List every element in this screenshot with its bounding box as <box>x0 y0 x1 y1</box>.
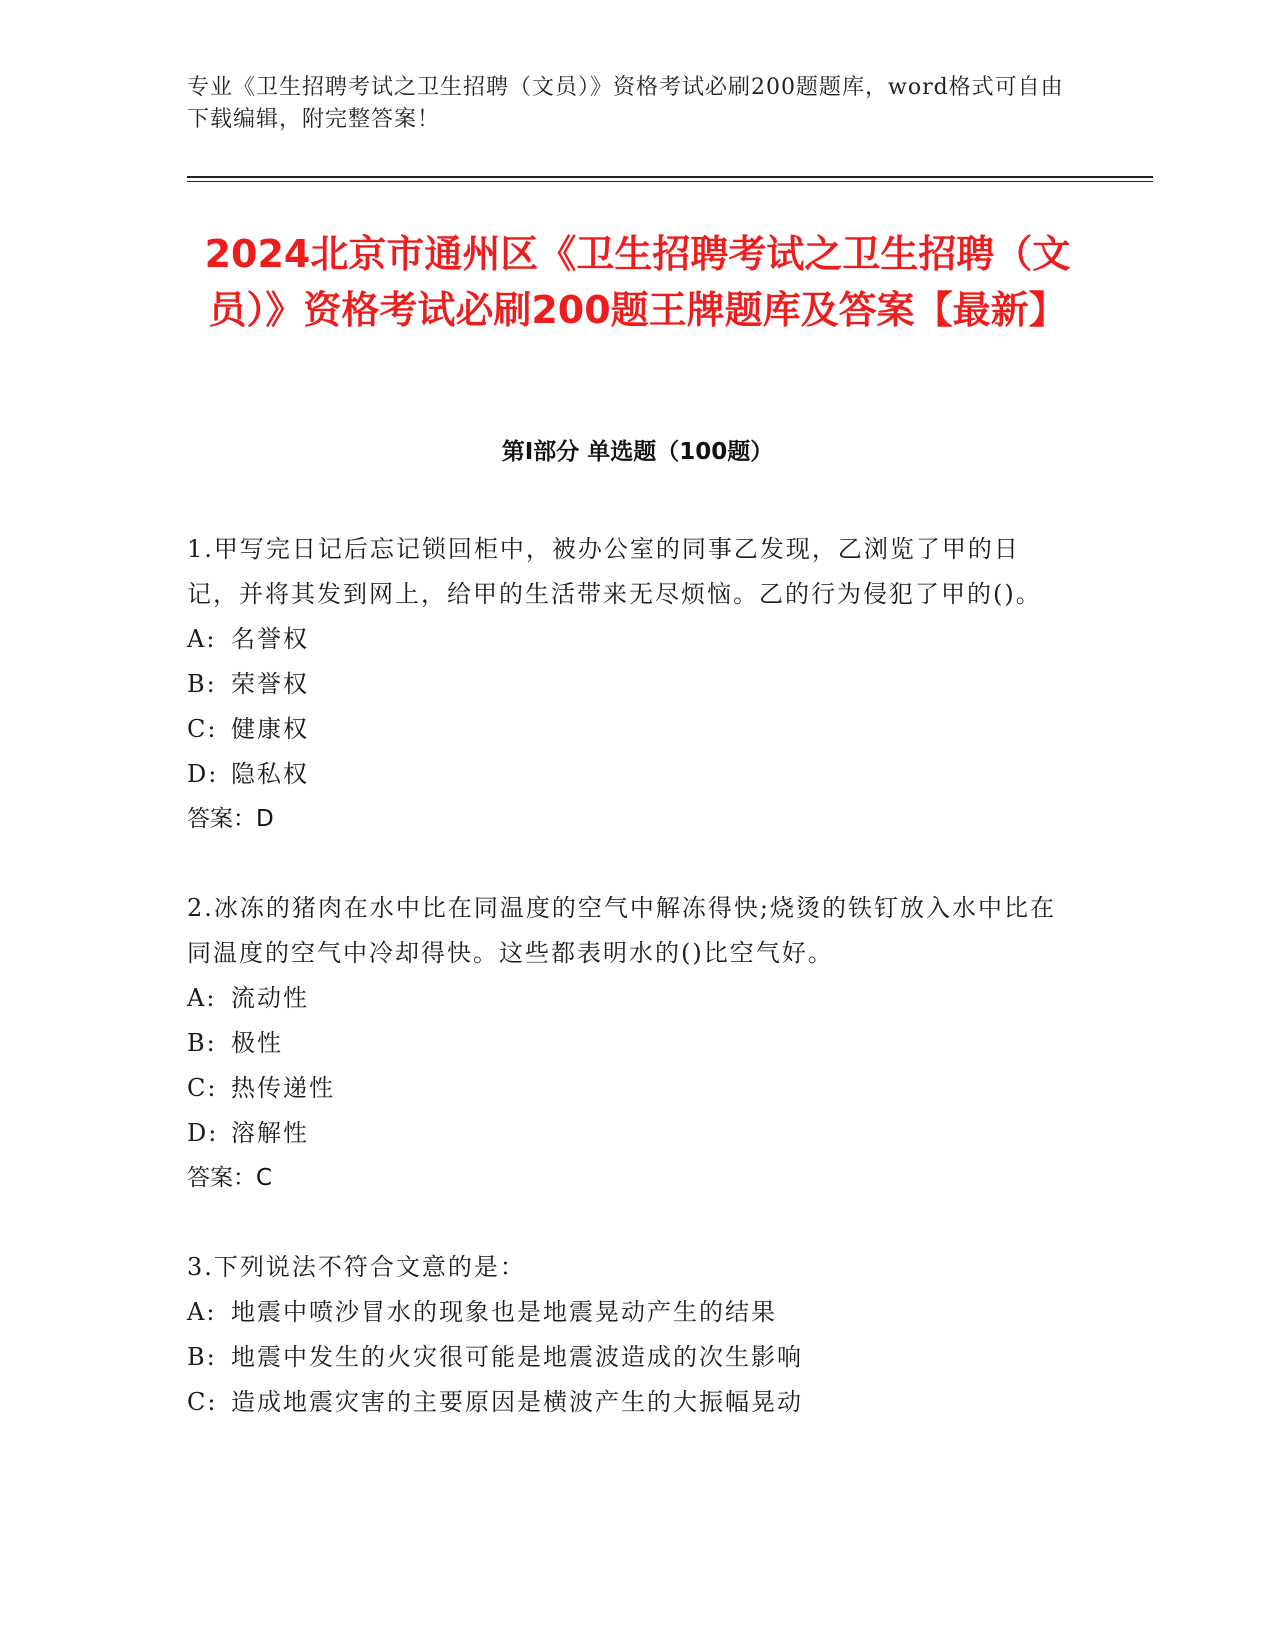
document-title: 2024北京市通州区《卫生招聘考试之卫生招聘（文员）》资格考试必刷200题王牌题库及答案【最新】 <box>204 232 1071 332</box>
section-title: 第Ⅰ部分 单选题（100题） <box>501 439 774 465</box>
option-a <box>187 1290 1067 1335</box>
option-text: 流动性 <box>231 984 309 1012</box>
answer-line: 答案：D <box>187 806 274 832</box>
option-a <box>187 617 1067 662</box>
option-letter: B: <box>187 670 217 698</box>
option-text: 地震中喷沙冒水的现象也是地震晃动产生的结果 <box>231 1298 777 1326</box>
question-stem: 2.冰冻的猪肉在水中比在同温度的空气中解冻得快;烧烫的铁钉放入水中比在同温度的空气中冷却得快。这些都表明水的()比空气好。 <box>187 894 1056 967</box>
question-stem: 1.甲写完日记后忘记锁回柜中，被办公室的同事乙发现，乙浏览了甲的日记，并将其发到网上，给甲的生活带来无尽烦恼。乙的行为侵犯了甲的()。 <box>187 535 1042 608</box>
option-text: 地震中发生的火灾很可能是地震波造成的次生影响 <box>231 1343 803 1371</box>
option-text: 造成地震灾害的主要原因是横波产生的大振幅晃动 <box>231 1388 803 1416</box>
option-d <box>187 1111 1067 1156</box>
question-2 <box>187 886 1067 1201</box>
header-rule-thin <box>187 181 1153 182</box>
option-a <box>187 976 1067 1021</box>
option-text: 荣誉权 <box>231 670 309 698</box>
option-letter: A: <box>187 984 217 1012</box>
option-text: 隐私权 <box>231 760 309 788</box>
option-text: 名誉权 <box>231 625 309 653</box>
option-b <box>187 1335 1067 1380</box>
option-text: 热传递性 <box>231 1074 335 1102</box>
option-letter: D: <box>187 1119 219 1147</box>
option-letter: D: <box>187 760 219 788</box>
option-letter: A: <box>187 1298 217 1326</box>
header-note: 专业《卫生招聘考试之卫生招聘（文员）》资格考试必刷200题题库，word格式可自由下载编辑，附完整答案！ <box>187 75 1064 132</box>
option-d <box>187 752 1067 797</box>
option-letter: C: <box>187 1074 218 1102</box>
option-letter: B: <box>187 1029 217 1057</box>
question-list <box>187 527 1067 1469</box>
option-letter: C: <box>187 1388 218 1416</box>
answer-line: 答案：C <box>187 1165 273 1191</box>
header-rule-thick <box>187 176 1153 178</box>
option-text: 极性 <box>231 1029 283 1057</box>
question-3 <box>187 1245 1067 1425</box>
option-text: 健康权 <box>231 715 309 743</box>
option-c <box>187 1380 1067 1425</box>
option-c <box>187 707 1067 752</box>
option-b <box>187 1021 1067 1066</box>
question-stem: 3.下列说法不符合文意的是： <box>187 1253 526 1281</box>
option-letter: C: <box>187 715 218 743</box>
question-1 <box>187 527 1067 842</box>
option-letter: A: <box>187 625 217 653</box>
option-text: 溶解性 <box>231 1119 309 1147</box>
option-c <box>187 1066 1067 1111</box>
option-letter: B: <box>187 1343 217 1371</box>
option-b <box>187 662 1067 707</box>
